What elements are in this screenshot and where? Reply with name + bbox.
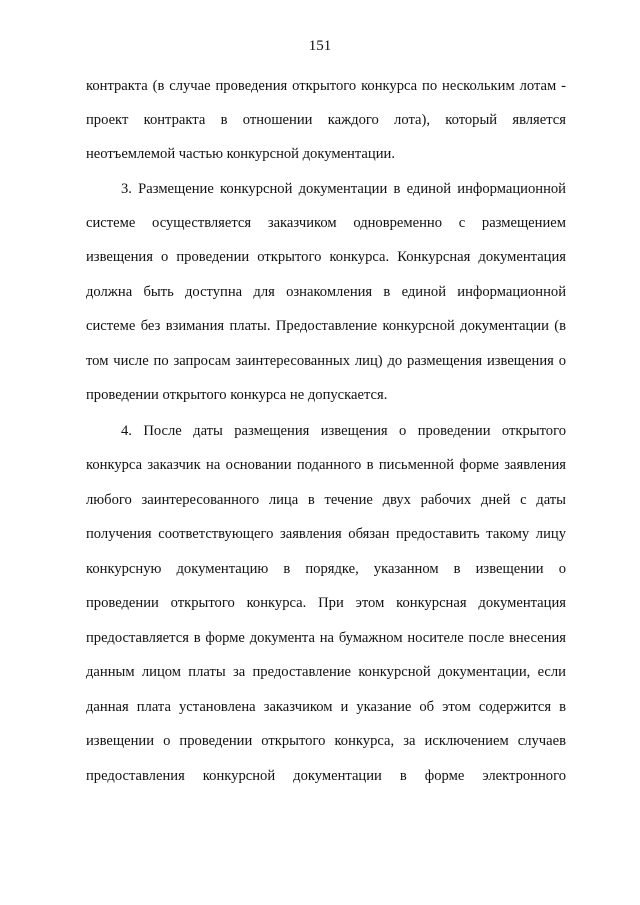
text-line: проект контракта в отношении каждого лота), который является — [86, 112, 566, 128]
text-line: предоставления конкурсной документации в форме электронного — [86, 768, 566, 784]
text-line: конкурса заказчик на основании поданного в письменной форме заявления — [86, 457, 566, 473]
text-line: данным лицом платы за предоставление конкурсной документации, если — [86, 664, 566, 680]
paragraph-4-first-line: 4. После даты размещения извещения о проведении открытого — [121, 423, 566, 439]
text-line: данная плата установлена заказчиком и указание об этом содержится в — [86, 699, 566, 715]
paragraph-3-first-line: 3. Размещение конкурсной документации в единой информационной — [121, 181, 566, 197]
text-line: извещения о проведении открытого конкурса. Конкурсная документация — [86, 249, 566, 265]
page-number: 151 — [308, 38, 332, 54]
text-line: системе осуществляется заказчиком одновременно с размещением — [86, 215, 566, 231]
text-line: проведении открытого конкурса. При этом конкурсная документация — [86, 595, 566, 611]
text-line: конкурсную документацию в порядке, указанном в извещении о — [86, 561, 566, 577]
text-line: том числе по запросам заинтересованных лиц) до размещения извещения о — [86, 353, 566, 369]
text-line: системе без взимания платы. Предоставление конкурсной документации (в — [86, 318, 566, 334]
text-line: извещении о проведении открытого конкурса, за исключением случаев — [86, 733, 566, 749]
text-line: контракта (в случае проведения открытого конкурса по нескольким лотам - — [86, 78, 566, 94]
text-line: должна быть доступна для ознакомления в единой информационной — [86, 284, 566, 300]
text-line: любого заинтересованного лица в течение двух рабочих дней с даты — [86, 492, 566, 508]
text-line: предоставляется в форме документа на бумажном носителе после внесения — [86, 630, 566, 646]
text-line: проведении открытого конкурса не допускается. — [86, 387, 388, 403]
text-line: получения соответствующего заявления обязан предоставить такому лицу — [86, 526, 566, 542]
text-line: неотъемлемой частью конкурсной документации. — [86, 146, 395, 162]
